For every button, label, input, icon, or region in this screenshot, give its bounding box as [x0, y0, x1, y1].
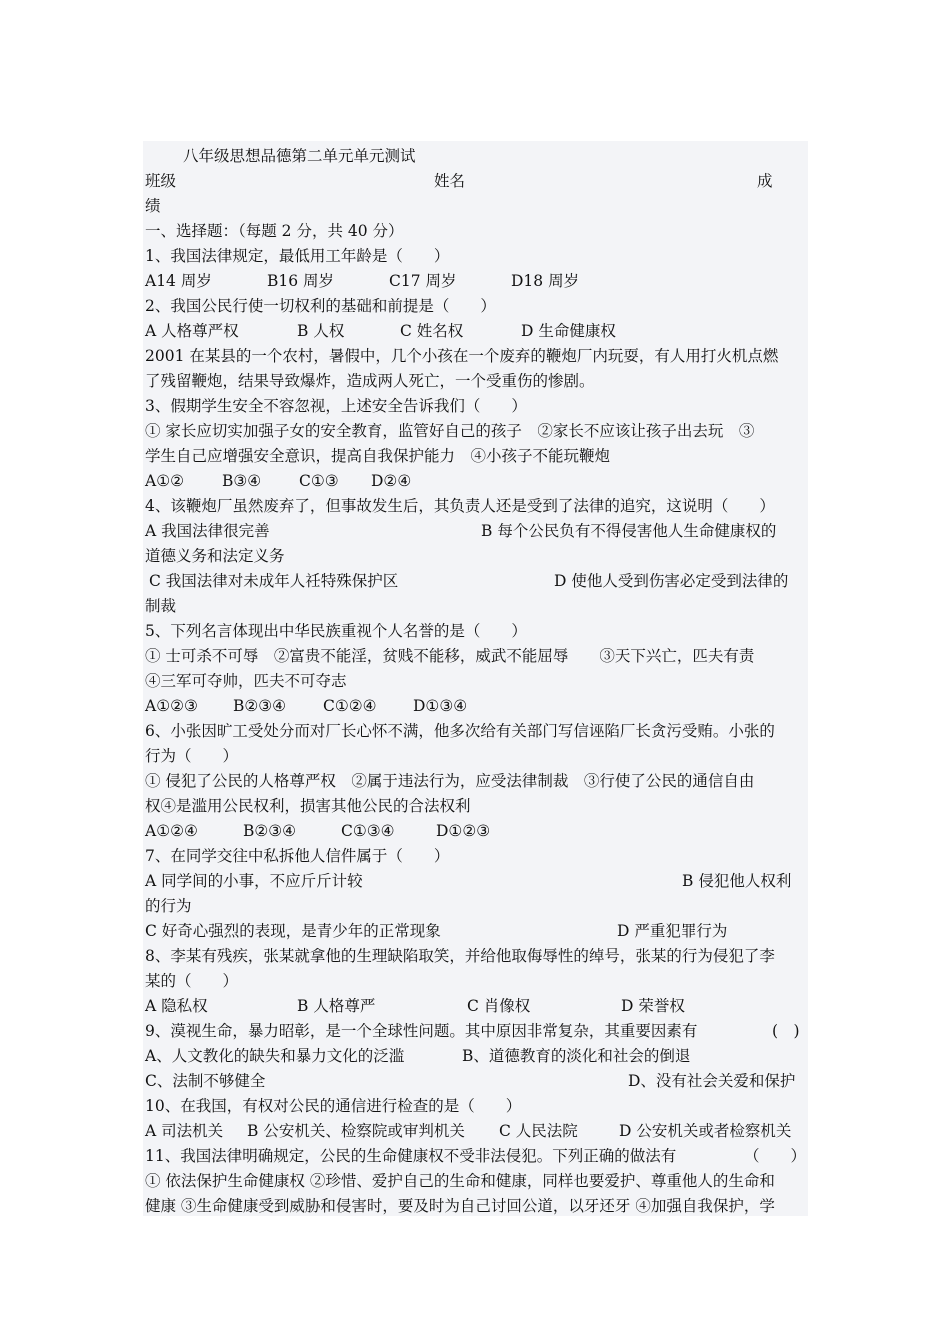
q2-option-a: A 人格尊严权: [145, 322, 239, 340]
q2-stem: 2、我国公民行使一切权利的基础和前提是（ ）: [145, 297, 496, 315]
q10-option-d: D 公安机关或者检察机关: [619, 1122, 792, 1140]
q10-options: [145, 1121, 791, 1141]
q5-option-c: C①②④: [323, 697, 377, 715]
q8-option-c: C 肖像权: [467, 997, 531, 1015]
q4-option-a: A 我国法律很完善: [145, 522, 270, 540]
q7-option-c: C 好奇心强烈的表现，是青少年的正常现象: [145, 922, 441, 940]
q2-options: [145, 321, 616, 341]
q9-answer-paren: ( ): [772, 1022, 800, 1040]
q3-option-c: C①③: [299, 472, 339, 490]
q3-options: [145, 471, 411, 491]
q6-body-2: 权④是滥用公民权利，损害其他公民的合法权利: [145, 797, 471, 815]
q6-option-b: B②③④: [243, 822, 297, 840]
q6-option-c: C①③④: [341, 822, 395, 840]
q8-stem-2: 某的（ ）: [145, 972, 239, 990]
name-label: 姓名: [434, 172, 466, 190]
material-line-1: 2001 在某县的一个农村，暑假中，几个小孩在一个废弃的鞭炮厂内玩耍，有人用打火机点燃: [145, 347, 779, 365]
q3-option-d: D②④: [371, 472, 412, 490]
q11-body-2: 健康 ③生命健康受到威胁和侵害时，要及时为自己讨回公道，以牙还牙 ④加强自我保护，学: [145, 1197, 775, 1215]
q2-option-b: B 人权: [297, 322, 345, 340]
q11-stem: 11、我国法律明确规定，公民的生命健康权不受非法侵犯。下列正确的做法有: [145, 1147, 677, 1165]
q8-option-a: A 隐私权: [145, 997, 208, 1015]
q1-option-c: C17 周岁: [389, 272, 457, 290]
q1-stem: 1、我国法律规定，最低用工年龄是（ ）: [145, 247, 450, 265]
q11-answer-paren: （ ）: [744, 1147, 807, 1165]
q10-option-b: B 公安机关、检察院或审判机关: [247, 1122, 465, 1140]
q6-option-a: A①②④: [145, 822, 198, 840]
material-line-2: 了残留鞭炮，结果导致爆炸，造成两人死亡，一个受重伤的惨剧。: [145, 372, 595, 390]
score-label-cont: 绩: [145, 197, 161, 215]
q1-option-b: B16 周岁: [267, 272, 335, 290]
q3-body-2: 学生自己应增强安全意识，提高自我保护能力 ④小孩子不能玩鞭炮: [145, 447, 611, 465]
q10-stem: 10、在我国，有权对公民的通信进行检查的是（ ）: [145, 1097, 522, 1115]
q1-option-a: A14 周岁: [145, 272, 212, 290]
section-heading: 一、选择题：（每题 2 分，共 40 分）: [145, 222, 404, 240]
q3-option-a: A①②: [145, 472, 184, 490]
q7-option-a: A 同学间的小事，不应斤斤计较: [145, 872, 363, 890]
q4-option-d: D 使他人受到伤害必定受到法律的: [554, 572, 789, 590]
q1-option-d: D18 周岁: [511, 272, 580, 290]
q5-stem: 5、下列名言体现出中华民族重视个人名誉的是（ ）: [145, 622, 527, 640]
exam-title: 八年级思想品德第二单元单元测试: [183, 147, 416, 165]
q10-option-a: A 司法机关: [145, 1122, 224, 1140]
q4-option-b: B 每个公民负有不得侵害他人生命健康权的: [481, 522, 777, 540]
q11-body-1: ① 依法保护生命健康权 ②珍惜、爱护自己的生命和健康，同样也要爱护、尊重他人的生命和: [145, 1172, 775, 1190]
q1-options: [145, 271, 579, 291]
q10-option-c: C 人民法院: [499, 1122, 578, 1140]
q6-options: [145, 821, 490, 841]
q9-option-b: B、道德教育的淡化和社会的倒退: [462, 1047, 691, 1065]
q7-option-d: D 严重犯罪行为: [617, 922, 728, 940]
q9-option-d: D、没有社会关爱和保护: [628, 1072, 796, 1090]
q6-body-1: ① 侵犯了公民的人格尊严权 ②属于违法行为，应受法律制裁 ③行使了公民的通信自由: [145, 772, 755, 790]
q6-stem-1: 6、小张因旷工受处分而对厂长心怀不满，他多次给有关部门写信诬陷厂长贪污受贿。小张的: [145, 722, 775, 740]
q6-option-d: D①②③: [436, 822, 491, 840]
q4-option-d-cont: 制裁: [145, 597, 177, 615]
q5-body-2: ④三军可夺帅，匹夫不可夺志: [145, 672, 347, 690]
q8-stem-1: 8、李某有残疾，张某就拿他的生理缺陷取笑，并给他取侮辱性的绰号，张某的行为侵犯了李: [145, 947, 775, 965]
q2-option-c: C 姓名权: [400, 322, 464, 340]
q6-stem-2: 行为（ ）: [145, 747, 239, 765]
q2-option-d: D 生命健康权: [521, 322, 616, 340]
q3-body-1: ① 家长应切实加强子女的安全教育，监管好自己的孩子 ②家长不应该让孩子出去玩 ③: [145, 422, 755, 440]
q7-option-b: B 侵犯他人权利: [682, 872, 792, 890]
q5-option-a: A①②③: [145, 697, 198, 715]
q9-option-c: C、法制不够健全: [145, 1072, 266, 1090]
q9-option-a: A、人文教化的缺失和暴力文化的泛滥: [145, 1047, 405, 1065]
q8-options: [145, 996, 685, 1016]
q8-option-d: D 荣誉权: [621, 997, 685, 1015]
q9-stem: 9、漠视生命，暴力昭彰，是一个全球性问题。其中原因非常复杂，其重要因素有: [145, 1022, 698, 1040]
q7-stem: 7、在同学交往中私拆他人信件属于（ ）: [145, 847, 450, 865]
q5-option-d: D①③④: [413, 697, 468, 715]
q4-option-b-cont: 道德义务和法定义务: [145, 547, 285, 565]
q3-option-b: B③④: [222, 472, 262, 490]
q7-option-b-cont: 的行为: [145, 897, 192, 915]
q4-option-c: C 我国法律对未成年人祍特殊保护区: [149, 572, 399, 590]
q4-stem: 4、该鞭炮厂虽然废弃了，但事故发生后，其负责人还是受到了法律的追究，这说明（ ）: [145, 497, 775, 515]
class-label: 班级: [145, 172, 177, 190]
q3-stem: 3、假期学生安全不容忽视，上述安全告诉我们（ ）: [145, 397, 527, 415]
score-label: 成: [757, 172, 773, 190]
q8-option-b: B 人格尊严: [297, 997, 376, 1015]
q5-body-1: ① 士可杀不可辱 ②富贵不能淫，贫贱不能移，威武不能屈辱 ③天下兴亡，匹夫有责: [145, 647, 755, 665]
q5-options: [145, 696, 467, 716]
q5-option-b: B②③④: [233, 697, 287, 715]
